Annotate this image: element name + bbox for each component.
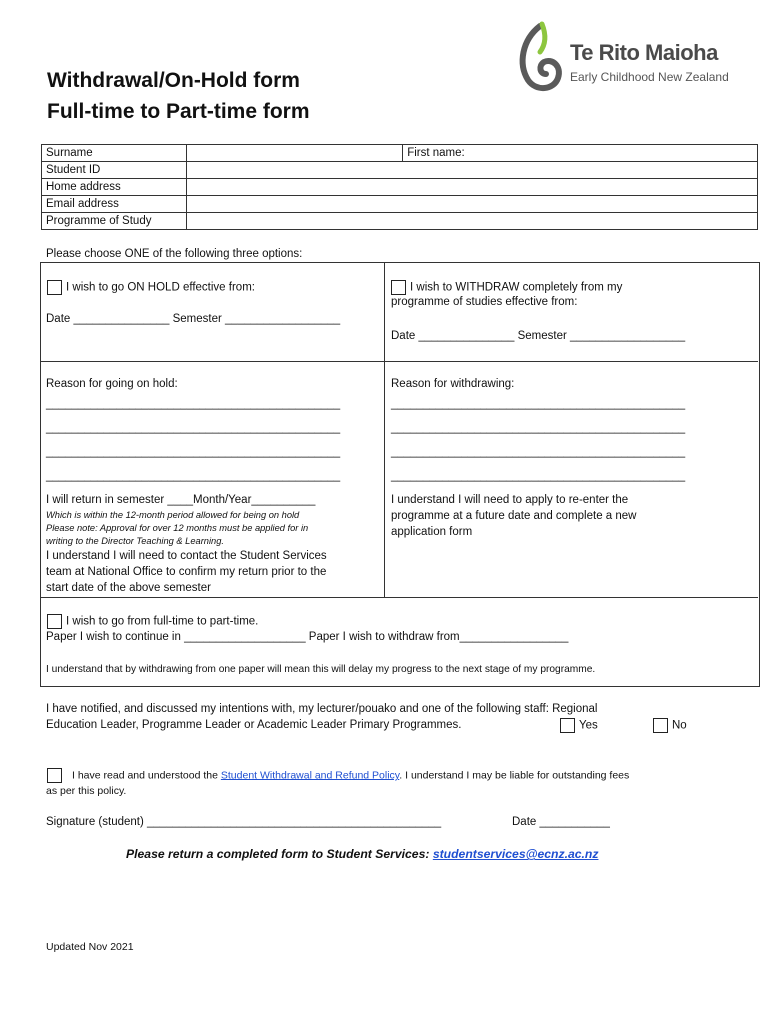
withdraw-reason-line[interactable]: ______________________________________________ xyxy=(391,446,686,458)
programme-field[interactable] xyxy=(186,213,757,230)
programme-label: Programme of Study xyxy=(42,213,187,230)
on-hold-reason-line[interactable]: ______________________________________________ xyxy=(46,446,341,458)
notified-statement: I have notified, and discussed my intentions with, my lecturer/pouako and one of the following staff: Regional xyxy=(46,703,598,715)
on-hold-checkbox[interactable] xyxy=(47,280,62,295)
withdraw-date-line[interactable]: Date _______________ Semester __________________ xyxy=(391,330,686,342)
notified-statement-2: Education Leader, Programme Leader or Academic Leader Primary Programmes. xyxy=(46,719,462,731)
on-hold-reason-line[interactable]: ______________________________________________ xyxy=(46,398,341,410)
signature-line[interactable]: Signature (student) ______________________________________________ xyxy=(46,816,442,828)
home-address-label: Home address xyxy=(42,179,187,196)
withdraw-label: I wish to WITHDRAW completely from my xyxy=(410,281,623,294)
return-instruction xyxy=(126,847,598,861)
first-name-label: First name: xyxy=(407,147,465,159)
koru-logo-icon xyxy=(512,20,568,100)
on-hold-reason-line[interactable]: ______________________________________________ xyxy=(46,470,341,482)
on-hold-option xyxy=(47,280,255,295)
logo-name: Te Rito Maioha xyxy=(570,40,718,65)
withdraw-checkbox[interactable] xyxy=(391,280,406,295)
policy-prefix: I have read and understood the xyxy=(72,769,221,782)
policy-statement xyxy=(47,768,629,783)
surname-label: Surname xyxy=(42,145,187,162)
on-hold-note: Which is within the 12-month period allowed for being on hold xyxy=(46,510,300,520)
withdraw-understand: programme at a future date and complete a new xyxy=(391,510,637,522)
on-hold-reason-line[interactable]: ______________________________________________ xyxy=(46,422,341,434)
student-id-field[interactable] xyxy=(186,162,757,179)
withdraw-reason-line[interactable]: ______________________________________________ xyxy=(391,422,686,434)
email-address-label: Email address xyxy=(42,196,187,213)
policy-link[interactable]: Student Withdrawal and Refund Policy xyxy=(220,769,400,782)
withdraw-reason-line[interactable]: ______________________________________________ xyxy=(391,470,686,482)
return-text: Please return a completed form to Student Services: xyxy=(126,847,433,861)
on-hold-understand: start date of the above semester xyxy=(46,582,211,594)
email-address-field[interactable] xyxy=(186,196,757,213)
updated-date: Updated Nov 2021 xyxy=(46,941,134,953)
home-address-field[interactable] xyxy=(186,179,757,196)
part-time-understand: I understand that by withdrawing from one paper will mean this will delay my progress to the next stage of my programme. xyxy=(46,664,596,675)
papers-line[interactable]: Paper I wish to continue in ___________________ Paper I wish to withdraw from_________________ xyxy=(46,631,569,643)
part-time-option xyxy=(47,614,258,629)
yes-label: Yes xyxy=(579,719,598,732)
on-hold-understand: team at National Office to confirm my return prior to the xyxy=(46,566,327,578)
logo-subtitle: Early Childhood New Zealand xyxy=(570,70,729,84)
yes-option xyxy=(560,718,598,733)
no-label: No xyxy=(672,719,687,732)
policy-checkbox[interactable] xyxy=(47,768,62,783)
withdraw-understand: application form xyxy=(391,526,473,538)
logo xyxy=(512,20,737,100)
surname-field[interactable] xyxy=(186,145,402,162)
divider xyxy=(40,361,758,362)
on-hold-reason-label: Reason for going on hold: xyxy=(46,378,178,390)
withdraw-reason-label: Reason for withdrawing: xyxy=(391,378,515,390)
policy-statement-2: as per this policy. xyxy=(46,785,127,797)
withdraw-option xyxy=(391,280,622,295)
withdraw-reason-line[interactable]: ______________________________________________ xyxy=(391,398,686,410)
on-hold-note: Please note: Approval for over 12 months must be applied for in xyxy=(46,523,309,533)
no-checkbox[interactable] xyxy=(653,718,668,733)
return-semester-line[interactable]: I will return in semester ____Month/Year__________ xyxy=(46,494,316,506)
first-name-field[interactable] xyxy=(403,145,758,162)
choose-instruction: Please choose ONE of the following three options: xyxy=(46,248,303,260)
student-info-table xyxy=(41,144,758,230)
no-option xyxy=(653,718,687,733)
on-hold-understand: I understand I will need to contact the Student Services xyxy=(46,550,327,562)
page-subtitle: Full-time to Part-time form xyxy=(47,100,310,123)
withdraw-label-2: programme of studies effective from: xyxy=(391,296,578,308)
on-hold-date-line[interactable]: Date _______________ Semester __________________ xyxy=(46,313,341,325)
divider xyxy=(384,262,385,597)
withdraw-understand: I understand I will need to apply to re-enter the xyxy=(391,494,629,506)
page-title: Withdrawal/On-Hold form xyxy=(47,69,300,92)
email-link[interactable]: studentservices@ecnz.ac.nz xyxy=(432,847,599,861)
yes-checkbox[interactable] xyxy=(560,718,575,733)
policy-suffix: . I understand I may be liable for outstanding fees xyxy=(399,769,630,782)
student-id-label: Student ID xyxy=(42,162,187,179)
on-hold-label: I wish to go ON HOLD effective from: xyxy=(66,281,255,294)
divider xyxy=(40,597,758,598)
on-hold-note: writing to the Director Teaching & Learning. xyxy=(46,536,224,546)
signature-date-line[interactable]: Date ___________ xyxy=(512,816,610,828)
part-time-checkbox[interactable] xyxy=(47,614,62,629)
part-time-label: I wish to go from full-time to part-time. xyxy=(66,615,259,628)
